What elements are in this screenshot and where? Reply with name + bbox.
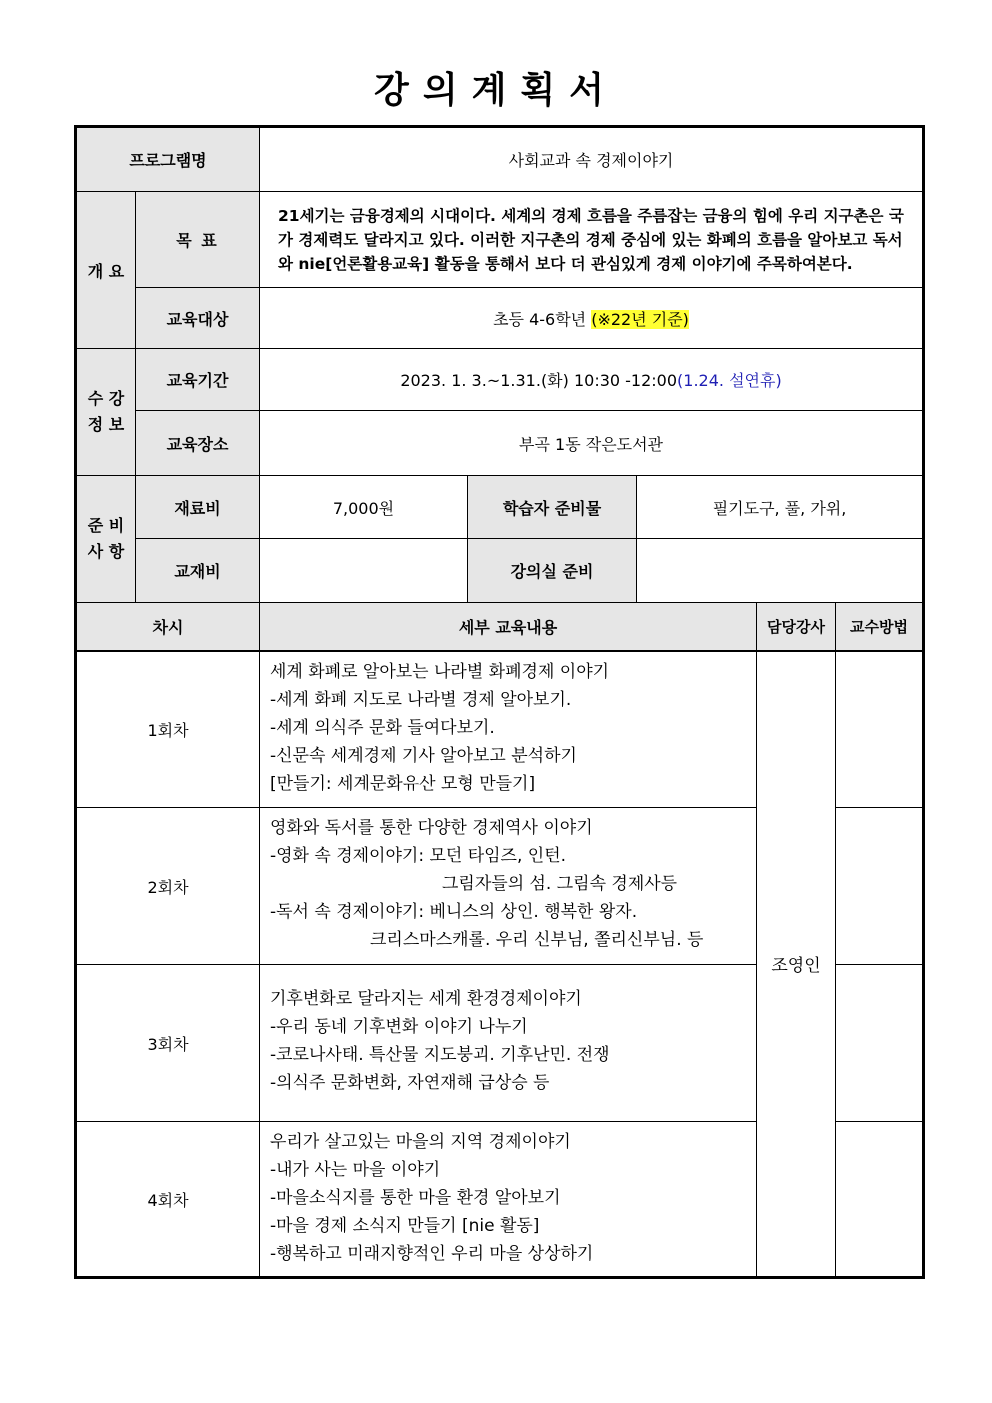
room-prep-label: 강의실 준비 [468, 539, 637, 603]
period-row [77, 349, 923, 411]
program-row [77, 128, 923, 192]
session-line: -영화 속 경제이야기: 모던 타임즈, 인턴. [270, 846, 567, 866]
target-row [77, 288, 923, 349]
session-line: -독서 속 경제이야기: 베니스의 상인. 행복한 왕자. [270, 902, 638, 922]
method-header: 교수방법 [836, 603, 923, 651]
method-cell [836, 965, 923, 1122]
overview-label-part2: 요 [108, 261, 125, 281]
session-line: -신문속 세계경제 기사 알아보고 분석하기 [270, 745, 577, 766]
session-line: -행복하고 미래지향적인 우리 마을 상상하기 [270, 1244, 594, 1264]
session-line: 우리가 살고있는 마을의 지역 경제이야기 [270, 1132, 571, 1152]
session-line: 영화와 독서를 통한 다양한 경제역사 이야기 [270, 818, 593, 838]
session-header: 차시 [77, 603, 260, 651]
material-fee-row [77, 476, 923, 539]
goal-text: 21세기는 금융경제의 시대이다. 세계의 경제 흐름을 주름잡는 금융의 힘에 우리 지구촌은 국가 경제력도 달라지고 있다. 이러한 지구촌의 경제 중심에 있는 화폐의 흐름을 알아보고 독서와 nie[언론활용교육] 활동을 통해서 보다 더 관심있게 경제 이야기에 주목하여본다. [260, 192, 923, 288]
period-value-cell [260, 349, 923, 411]
session-line: 크리스마스캐롤. 우리 신부님, 쫄리신부님. 등 [370, 930, 704, 950]
target-label: 교육대상 [136, 288, 260, 349]
instructor-header: 담당강사 [757, 603, 836, 651]
session-label: 2회차 [77, 808, 260, 965]
overview-label-part1: 개 [87, 261, 104, 281]
target-note: (※22년 기준) [591, 309, 689, 329]
schedule-header-row [77, 603, 923, 651]
textbook-fee-value [260, 539, 468, 603]
preparation-label-line1: 준 비 [87, 516, 125, 535]
method-cell [836, 1122, 923, 1277]
session-line: -내가 사는 마을 이야기 [270, 1160, 441, 1180]
content-header: 세부 교육내용 [260, 603, 757, 651]
period-label: 교육기간 [136, 349, 260, 411]
session-line: 그림자들의 섬. 그림속 경제사등 [442, 874, 678, 894]
session-content [260, 651, 757, 808]
room-prep-value [637, 539, 923, 603]
material-fee-value: 7,000원 [260, 476, 468, 539]
goal-label: 목 표 [136, 192, 260, 288]
period-note: (1.24. 설연휴) [677, 371, 782, 390]
goal-row [77, 192, 923, 288]
session-content [260, 1122, 757, 1277]
learner-items-value: 필기도구, 풀, 가위, [637, 476, 923, 539]
preparation-group-label [77, 476, 136, 603]
session-line: -우리 동네 기후변화 이야기 나누기 [270, 1017, 528, 1037]
textbook-fee-row [77, 539, 923, 603]
session-line: -세계 의식주 문화 들여다보기. [270, 717, 495, 738]
session-label: 3회차 [77, 965, 260, 1122]
course-info-group-label [77, 349, 136, 476]
place-row [77, 411, 923, 476]
learner-items-label: 학습자 준비물 [468, 476, 637, 539]
instructor-name: 조영인 [757, 651, 836, 1277]
session-line: -마을 경제 소식지 만들기 [nie 활동] [270, 1216, 540, 1236]
session-line: 기후변화로 달라지는 세계 환경경제이야기 [270, 989, 582, 1009]
course-info-label-line1: 수 강 [87, 389, 125, 408]
session-content [260, 965, 757, 1122]
session-line: 세계 화폐로 알아보는 나라별 화폐경제 이야기 [270, 661, 610, 682]
lecture-plan-table [76, 127, 923, 1277]
session-label: 1회차 [77, 651, 260, 808]
method-cell [836, 651, 923, 808]
period-value: 2023. 1. 3.~1.31.(화) 10:30 -12:00 [400, 371, 678, 390]
place-label: 교육장소 [136, 411, 260, 476]
course-info-label-line2: 정 보 [87, 415, 125, 434]
session-line: -코로나사태. 특산물 지도붕괴. 기후난민. 전쟁 [270, 1045, 610, 1065]
material-fee-label: 재료비 [136, 476, 260, 539]
session-line: -의식주 문화변화, 자연재해 급상승 등 [270, 1073, 550, 1093]
session-content [260, 808, 757, 965]
session-line: -마을소식지를 통한 마을 환경 알아보기 [270, 1188, 561, 1208]
document-title: 강의계획서 [374, 70, 618, 111]
session-line: [만들기: 세계문화유산 모형 만들기] [270, 773, 536, 794]
target-value: 초등 4-6학년 [493, 309, 592, 329]
textbook-fee-label: 교재비 [136, 539, 260, 603]
place-value: 부곡 1동 작은도서관 [260, 411, 923, 476]
session-line: -세계 화폐 지도로 나라별 경제 알아보기. [270, 689, 572, 710]
program-value: 사회교과 속 경제이야기 [260, 128, 923, 192]
program-label: 프로그램명 [77, 128, 260, 192]
target-value-cell [260, 288, 923, 349]
overview-group-label [77, 192, 136, 349]
session-label: 4회차 [77, 1122, 260, 1277]
preparation-label-line2: 사 항 [87, 542, 125, 561]
session-row-1 [77, 651, 923, 808]
method-cell [836, 808, 923, 965]
